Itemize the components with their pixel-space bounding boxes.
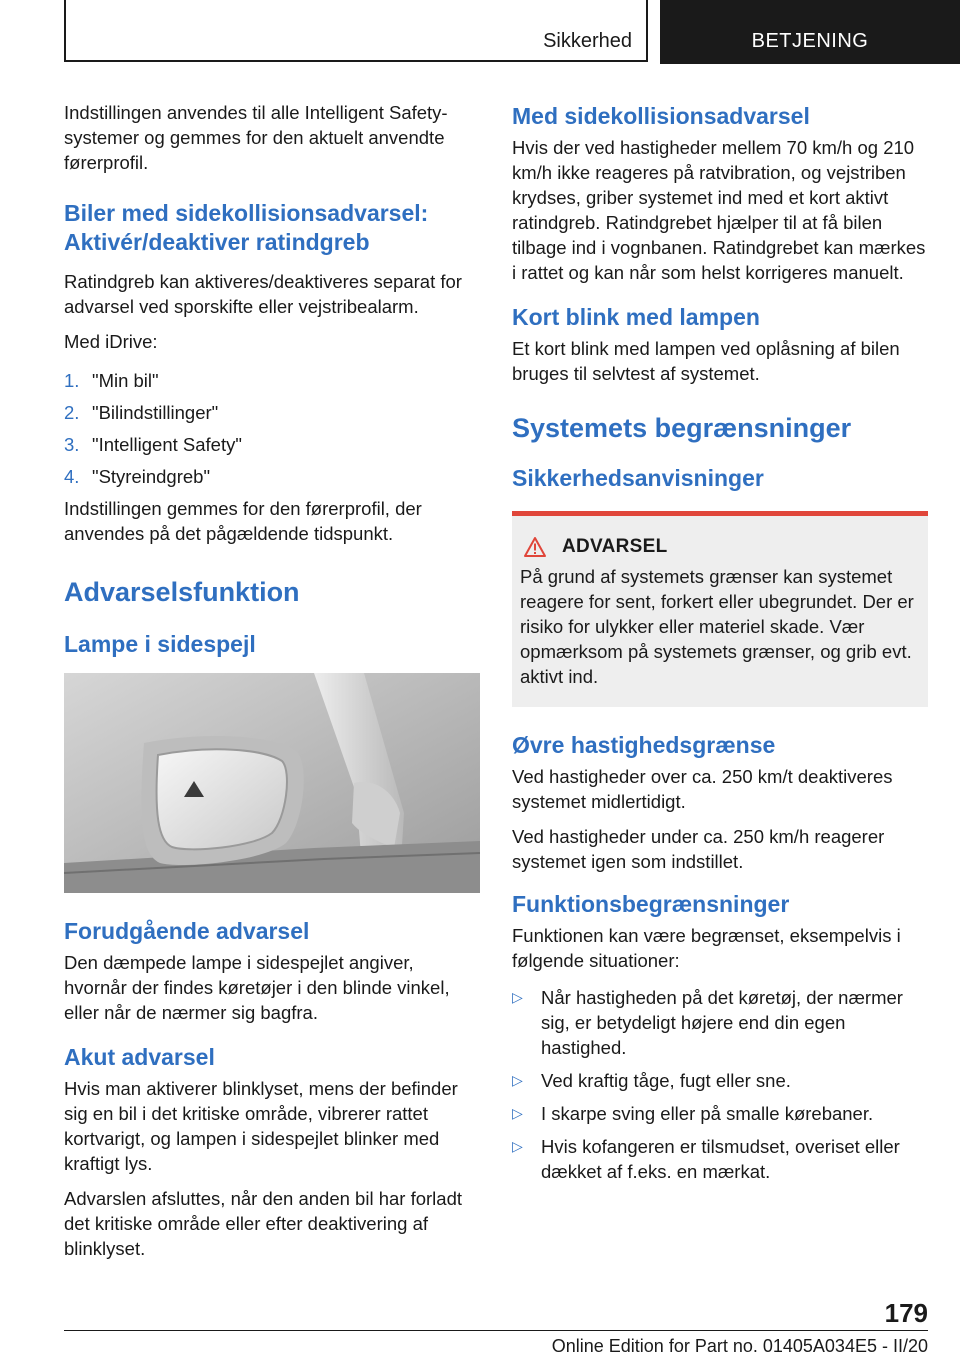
section-tab [64, 0, 648, 62]
heading-safety: Sikkerhedsanvisninger [512, 465, 764, 491]
step-number: 3. [64, 434, 80, 455]
side-collision-paragraph: Hvis der ved hastigheder mellem 70 km/h og 210 km/h ikke reageres på ratvibration, og vejstriben krydses, griber systemet ind med et kort aktivt ratindgreb. Ratindgrebet hjælper til at få bilen tilbage ind i vognbanen. Ratindgrebet kan mærkes i rattet og kan når som helst korrigeres manuelt. [512, 137, 926, 283]
heading-pre-warning: Forudgående advarsel [64, 918, 310, 944]
step-number: 1. [64, 370, 80, 391]
chapter-tab [660, 0, 960, 64]
function-limits-paragraph: Funktionen kan være begrænset, eksempelvis i følgende situationer: [512, 925, 901, 971]
footer-rule [64, 1330, 928, 1331]
right-column [512, 100, 928, 1192]
heading-upper-speed: Øvre hastighedsgrænse [512, 732, 776, 758]
mirror-illustration [64, 673, 480, 893]
triangle-bullet-icon: ▷ [512, 1138, 523, 1154]
step-text: "Styreindgreb" [92, 466, 211, 487]
bullet-text: Når hastigheden på det køretøj, der nærmer sig, er betydeligt højere end din egen hastighed. [541, 987, 903, 1058]
heading-acute: Akut advarsel [64, 1044, 215, 1070]
upper-speed-paragraph-2: Ved hastigheder under ca. 250 km/h reagerer systemet igen som indstillet. [512, 826, 885, 872]
chapter-title: BETJENING [751, 30, 869, 52]
heading-steering: Biler med sidekollisionsadvarsel: Aktivér/deaktiver ratindgreb [64, 200, 429, 255]
after-steps-paragraph: Indstillingen gemmes for den førerprofil, der anvendes på det pågældende tidspunkt. [64, 498, 422, 544]
bullet-text: Hvis kofangeren er tilsmudset, overiset eller dækket af f.eks. en mærkat. [541, 1136, 900, 1182]
warning-title: ADVARSEL [562, 536, 668, 557]
bullet-text: I skarpe sving eller på smalle kørebaner. [541, 1103, 874, 1124]
mirror-figure [64, 673, 480, 893]
list-item [512, 1068, 928, 1093]
page-header [64, 0, 960, 64]
short-blink-paragraph: Et kort blink med lampen ved oplåsning af bilen bruges til selvtest af systemet. [512, 338, 900, 384]
heading-lamp: Lampe i sidespejl [64, 631, 256, 657]
list-item [64, 464, 480, 489]
list-item [64, 400, 480, 425]
triangle-bullet-icon: ▷ [512, 989, 523, 1005]
step-text: "Bilindstillinger" [92, 402, 219, 423]
edition-text: Online Edition for Part no. 01405A034E5 - II/20 [551, 1336, 928, 1356]
list-item [512, 1134, 928, 1184]
heading-short-blink: Kort blink med lampen [512, 304, 760, 330]
step-text: "Min bil" [92, 370, 159, 391]
idrive-steps [64, 368, 480, 489]
bullet-text: Ved kraftig tåge, fugt eller sne. [541, 1070, 791, 1091]
heading-system-limits: Systemets begrænsninger [512, 413, 852, 443]
warning-box [512, 511, 928, 707]
heading-warning-function: Advarselsfunktion [64, 577, 300, 607]
list-item [512, 1101, 928, 1126]
steering-paragraph: Ratindgreb kan aktiveres/deaktiveres separat for advarsel ved sporskifte eller vejstribealarm. [64, 271, 462, 317]
heading-side-collision: Med sidekollisionsadvarsel [512, 103, 810, 129]
step-text: "Intelligent Safety" [92, 434, 242, 455]
left-column [64, 100, 480, 1271]
warning-triangle-icon [524, 536, 558, 558]
idrive-label: Med iDrive: [64, 331, 158, 352]
heading-function-limits: Funktionsbegrænsninger [512, 891, 790, 917]
triangle-bullet-icon: ▷ [512, 1105, 523, 1121]
list-item [64, 368, 480, 393]
page-number: 179 [884, 1298, 928, 1328]
list-item [64, 432, 480, 457]
list-item [512, 985, 928, 1060]
triangle-bullet-icon: ▷ [512, 1072, 523, 1088]
pre-warning-paragraph: Den dæmpede lampe i sidespejlet angiver, hvornår der findes køretøjer i den blinde vinkel, eller når de nærmer sig bagfra. [64, 952, 450, 1023]
step-number: 4. [64, 466, 80, 487]
section-title: Sikkerhed [543, 30, 632, 52]
acute-paragraph-2: Advarslen afsluttes, når den anden bil har forladt det kritiske område eller efter deaktivering af blinklyset. [64, 1188, 462, 1259]
intro-paragraph: Indstillingen anvendes til alle Intelligent Safety-systemer og gemmes for den aktuelt anvendte førerprofil. [64, 102, 448, 173]
warning-text: På grund af systemets grænser kan systemet reagere for sent, forkert eller ubegrundet. Der er risiko for ulykker eller materiel skade. Vær opmærksom på systemets grænser, og grib evt. aktivt ind. [520, 566, 914, 687]
limitations-list [512, 985, 928, 1184]
upper-speed-paragraph-1: Ved hastigheder over ca. 250 km/t deaktiveres systemet midlertidigt. [512, 766, 893, 812]
step-number: 2. [64, 402, 80, 423]
acute-paragraph-1: Hvis man aktiverer blinklyset, mens der befinder sig en bil i det kritiske område, vibrerer rattet kortvarigt, og lampen i sidespejlet blinker med kraftigt lys. [64, 1078, 458, 1174]
warning-header [520, 536, 918, 558]
